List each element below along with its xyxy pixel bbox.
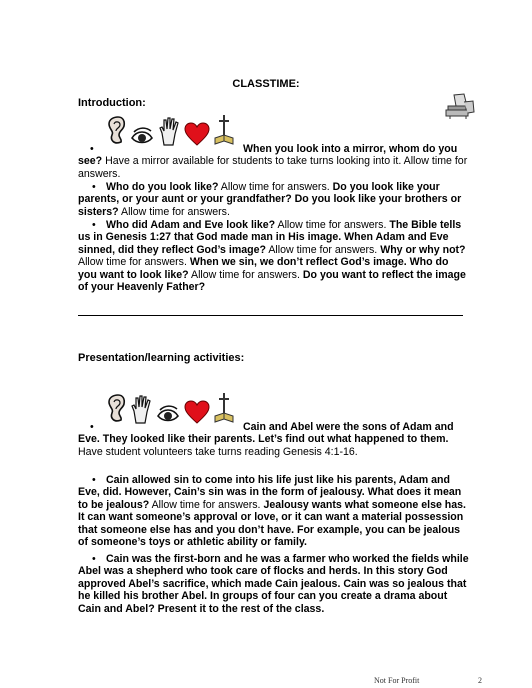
bullet-icon: •: [92, 219, 96, 231]
presentation-paragraph-3: • Cain was the first-born and he was a farmer who worked the fields while Abel was a shepherd who took care of flocks and herds. In this story God approved Abel’s sacrifice, which made Cain jealous. Cain was so jealous that he killed his brother Abel. In groups of four can you create a drama about Cain and Abel? Present it to the rest of the class.: [78, 553, 469, 615]
bullet-icon: •: [92, 181, 96, 193]
intro-paragraph-2: • Who do you look like? Allow time for answers. Do you look like your parents, or your aunt or your grandfather? Do you look like your brothers or sisters? Allow time for answers.: [78, 181, 462, 218]
bullet-icon: •: [92, 553, 96, 565]
presentation-paragraph-2: • Cain allowed sin to come into his life just like his parents, Adam and Eve, did. However, Cain’s sin was in the form of jealousy. What does it mean to be jealous? Allow time for answers. Jealousy wants what someone else has. It can want someone’s approval or love, or it can want a material possession that someone else has and you don’t have. For example, you can be jealous of someone’s toys or athletic ability or family.: [78, 474, 466, 549]
page-number: 2: [478, 676, 482, 685]
intro-paragraph-1: • When you look into a mirror, whom do you see? Have a mirror available for students to take turns looking into it. Allow time for answers.: [78, 143, 468, 180]
chair-books-icon: [444, 92, 476, 120]
section-heading-introduction: Introduction:: [78, 97, 146, 109]
bullet-icon: •: [90, 143, 94, 155]
section-heading-presentation: Presentation/learning activities:: [78, 352, 245, 364]
page-title: CLASSTIME:: [232, 78, 300, 90]
intro-paragraph-3: • Who did Adam and Eve look like? Allow time for answers. The Bible tells us in Genesis 1:27 that God made man in His image. When Adam and Eve sinned, did they reflect God’s image? Allow time for answers. Why or why not? Allow time for answers. When we sin, we don’t reflect God’s image. Who do you want to look like? Allow time for answers. Do you want to reflect the image of your Heavenly Father?: [78, 219, 466, 294]
footer-note: Not For Profit: [374, 676, 420, 685]
presentation-paragraph-1: • Cain and Abel were the sons of Adam and Eve. They looked like their parents. Let’s find out what happened to them. Have student volunteers take turns reading Genesis 4:1-16.: [78, 421, 454, 458]
bullet-icon: •: [92, 474, 96, 486]
horizontal-divider: [78, 315, 463, 316]
bullet-icon: •: [90, 421, 94, 433]
